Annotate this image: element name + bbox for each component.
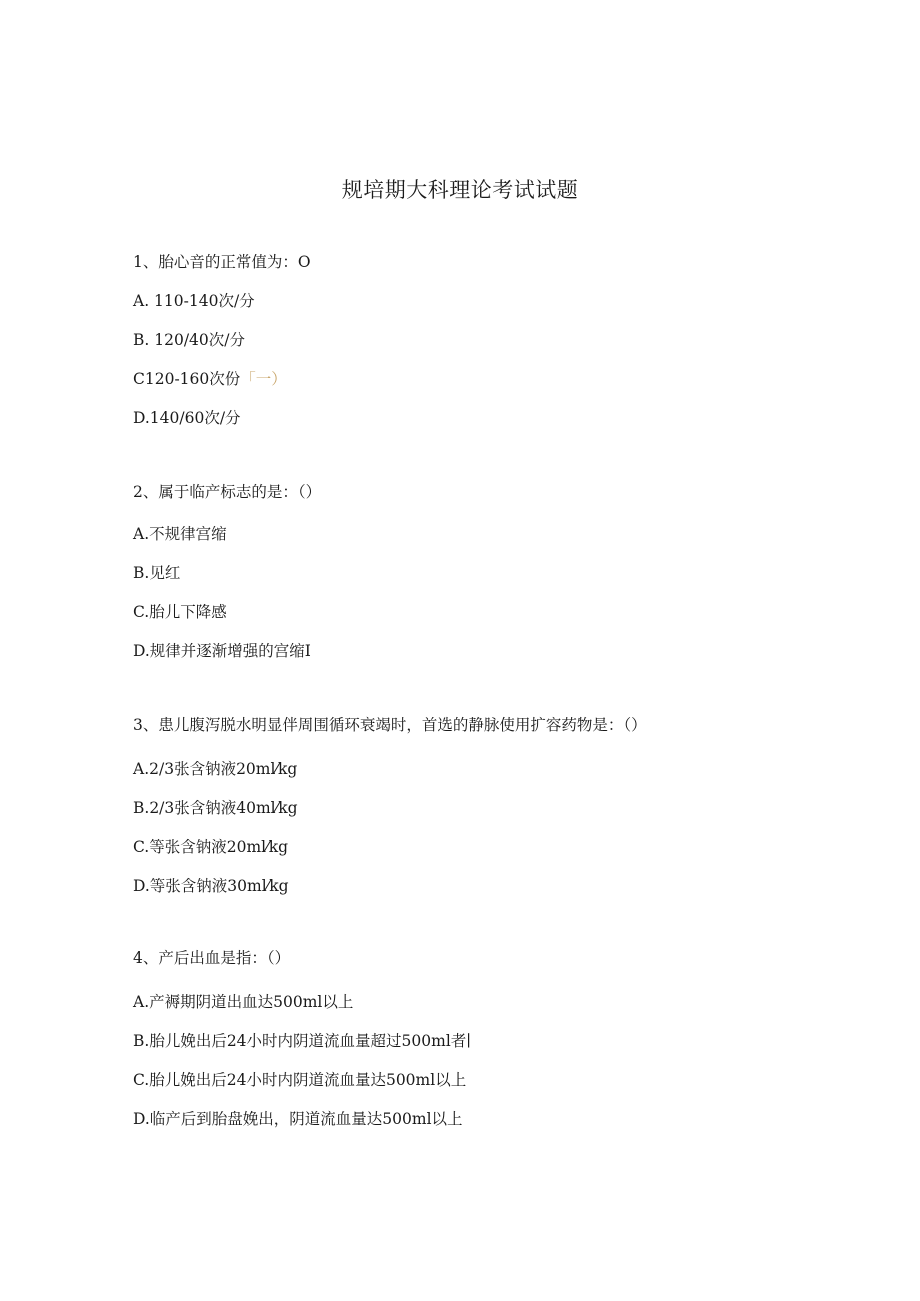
question-2-option-c: C.胎儿下降感 <box>133 603 227 621</box>
question-3-option-c: C.等张含钠液20ml⁄kg <box>133 838 289 856</box>
question-4-stem: 4、产后出血是指：（） <box>133 949 291 967</box>
question-1-option-d: D.140/60次/分 <box>133 409 241 427</box>
question-4-option-c: C.胎儿娩出后24小时内阴道流血量达500ml以上 <box>133 1071 467 1089</box>
question-3-stem: 3、患儿腹泻脱水明显伴周围循环衰竭时，首选的静脉使用扩容药物是：（） <box>133 716 647 734</box>
question-3-option-a: A.2/3张含钠液20ml⁄kg <box>133 760 298 778</box>
question-1-option-c <box>133 367 287 389</box>
question-3-option-b: B.2/3张含钠液40ml⁄kg <box>133 799 298 817</box>
question-2-stem: 2、属于临产标志的是：（） <box>133 483 322 501</box>
question-4-option-a: A.产褥期阴道出血达500ml以上 <box>133 993 354 1011</box>
question-1-option-c-text: C120-160次份 <box>133 370 241 388</box>
question-2-option-b: B.见红 <box>133 564 181 582</box>
question-1-stem: 1、胎心音的正常值为：O <box>133 253 311 271</box>
question-3-option-d: D.等张含钠液30ml⁄kg <box>133 877 289 895</box>
page-title: 规培期大科理论考试试题 <box>341 178 579 202</box>
question-4-option-b: B.胎儿娩出后24小时内阴道流血量超过500ml者∣ <box>133 1032 471 1050</box>
question-1-option-a: A. 110-140次/分 <box>133 292 255 310</box>
question-2-option-d: D.规律并逐渐增强的宫缩I <box>133 642 311 660</box>
question-1-option-b: B. 120/40次/分 <box>133 331 245 349</box>
question-4-option-d: D.临产后到胎盘娩出，阴道流血量达500ml以上 <box>133 1110 463 1128</box>
question-2-option-a: A.不规律宫缩 <box>133 525 227 543</box>
answer-mark: 「一） <box>240 370 287 388</box>
